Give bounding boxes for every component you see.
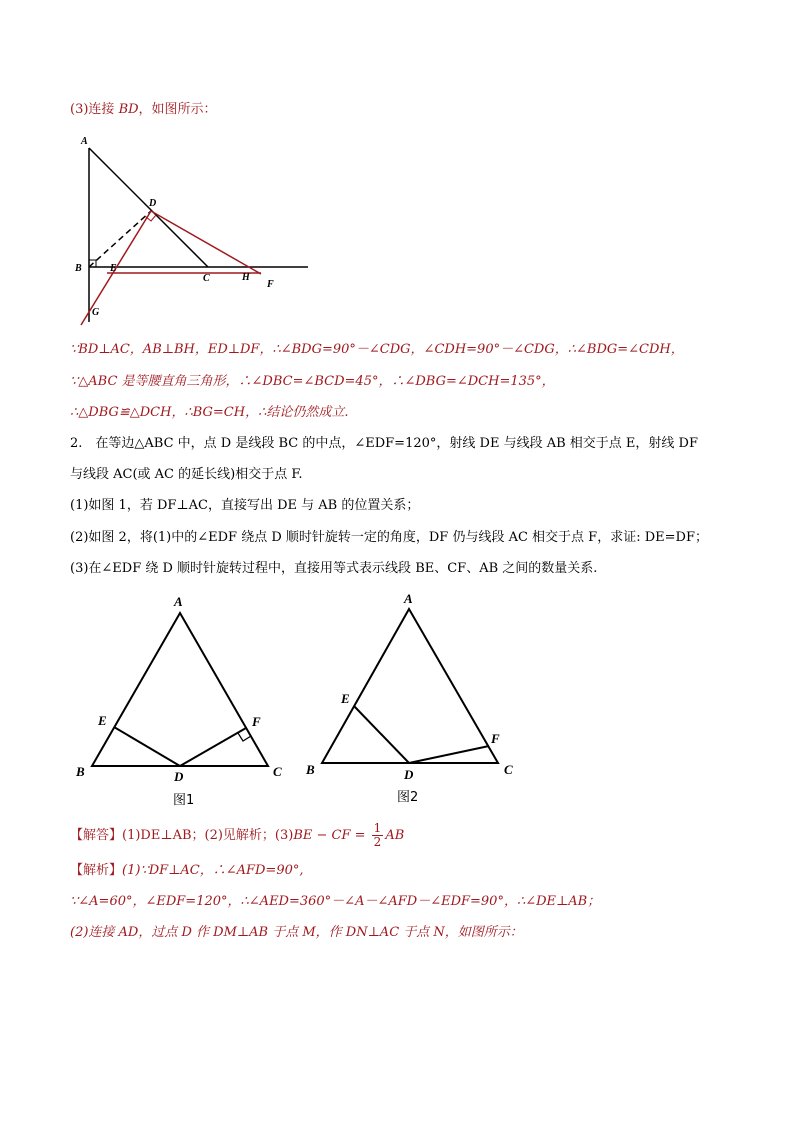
label-G: G [92,307,100,318]
answer-line [70,822,404,849]
fraction-numerator: 1 [373,821,382,835]
fig1-label-F: F [252,714,261,729]
analysis-tag: 【解析】 [70,863,123,878]
fig1-label-E: E [98,713,107,728]
fig2-label-E: E [341,691,350,706]
fig1-triangle [92,613,268,766]
part3-suffix: ，如图所示： [138,102,217,117]
fig1-label-D: D [174,769,184,784]
analysis-line-3: (2)连接 AD，过点 D 作 DM⊥AB 于点 M，作 DN⊥AC 于点 N，如图所示： [70,925,523,940]
label-F: F [267,279,274,290]
proof-line-1: ∵BD⊥AC，AB⊥BH，ED⊥DF，∴∠BDG=90°－∠CDG，∠CDH=90°－∠CDG，∴∠BDG=∠CDH， [70,342,684,357]
answer-fraction [372,822,384,849]
fig2-label-B: B [306,762,315,777]
question-3: (3)在∠EDF 绕 D 顺时针旋转过程中，直接用等式表示线段 BE、CF、AB 之间的数量关系. [70,561,598,576]
label-E: E [110,263,117,274]
fig2-seg-DE [354,706,409,763]
proof-line-3: ∴△DBG≌△DCH，∴BG=CH，∴结论仍然成立. [70,405,349,420]
answer-tag: 【解答】 [70,828,123,843]
analysis-line-2: ∵∠A=60°，∠EDF=120°，∴∠AED=360°－∠A－∠AFD－∠EDF=90°，∴∠DE⊥AB； [70,894,601,909]
question-1: (1)如图 1，若 DF⊥AC，直接写出 DE 与 AB 的位置关系； [70,498,420,513]
answer-formula-right: AB [385,828,405,843]
analysis-text-1: (1)∵DF⊥AC，∴∠AFD=90°, [122,863,304,878]
answer-formula-left: BE − CF = [293,828,370,843]
fig1-seg-DF [180,728,246,766]
fig2-seg-DF [409,746,489,763]
answer-text: (1)DE⊥AB；(2)见解析；(3) [122,828,294,843]
fig2-triangle [322,609,498,763]
figure-1 [70,590,295,815]
seg-BD-dashed [89,211,151,267]
proof-line-2: ∵△ABC 是等腰直角三角形，∴∠DBC=∠BCD=45°，∴∠DBG=∠DCH=135°， [70,374,555,389]
fig2-label-C: C [504,762,513,777]
problem-line-2: 与线段 AC(或 AC 的延长线)相交于点 F. [70,467,303,482]
part3-seg: BD [118,102,139,117]
fig2-label-F: F [491,731,500,746]
fig2-label-D: D [404,767,414,782]
question-2: (2)如图 2，将(1)中的∠EDF 绕点 D 顺时针旋转一定的角度，DF 仍与线段 AC 相交于点 F，求证: DE=DF； [70,530,708,545]
fig1-label-C: C [273,764,282,779]
label-H: H [242,272,250,283]
fig1-seg-DE [114,727,180,766]
fig2-caption: 图2 [397,790,419,805]
fig1-label-A: A [174,594,183,609]
problem-line-1: 2. 在等边△ABC 中，点 D 是线段 BC 的中点，∠EDF=120°，射线 DE 与线段 AB 相交于点 E，射线 DF [70,436,698,451]
fig1-caption: 图1 [173,793,195,808]
fig1-label-B: B [76,764,85,779]
analysis-line-1 [70,862,304,880]
label-A: A [81,136,88,147]
figure-2 [300,585,525,810]
part3-heading [70,101,217,119]
fig2-label-A: A [404,591,413,606]
label-C: C [203,273,210,284]
part3-prefix: (3)连接 [70,102,119,117]
fraction-denominator: 2 [373,835,382,849]
label-D: D [149,198,157,209]
label-B: B [75,263,82,274]
figure-top [70,130,320,330]
